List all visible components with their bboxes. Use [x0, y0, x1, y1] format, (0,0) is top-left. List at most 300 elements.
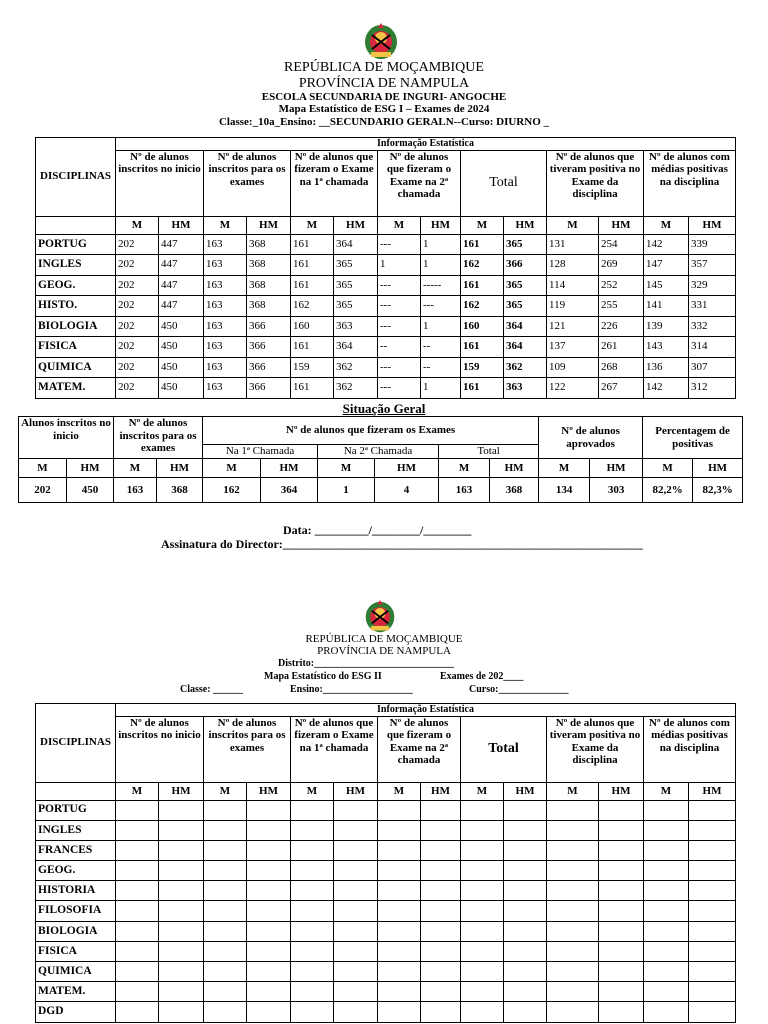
empty-cell[interactable]	[689, 881, 736, 901]
empty-cell[interactable]	[159, 921, 204, 941]
empty-cell[interactable]	[461, 962, 504, 982]
sub-m: M	[318, 459, 375, 478]
empty-cell[interactable]	[204, 820, 247, 840]
table-row	[36, 861, 736, 881]
sub-hm: HM	[67, 459, 114, 478]
empty-cell[interactable]	[204, 901, 247, 921]
discipline-name: QUIMICA	[36, 357, 116, 378]
empty-cell[interactable]	[599, 840, 644, 860]
empty-cell[interactable]	[116, 941, 159, 961]
ensino-field[interactable]: Ensino:__________________	[290, 684, 413, 695]
empty-cell[interactable]	[159, 962, 204, 982]
table-cell: 450	[159, 316, 204, 337]
empty-cell[interactable]	[159, 861, 204, 881]
table-cell: 162	[291, 296, 334, 317]
discipline-name: INGLES	[36, 820, 116, 840]
sub-empty	[36, 782, 116, 800]
table-cell: 362	[334, 378, 378, 399]
empty-cell[interactable]	[547, 982, 599, 1002]
empty-cell[interactable]	[378, 941, 421, 961]
empty-cell[interactable]	[461, 941, 504, 961]
empty-cell[interactable]	[421, 840, 461, 860]
col-medias-positivas: Nº de alunos com médias positivas na disciplina	[644, 150, 736, 216]
empty-cell[interactable]	[461, 820, 504, 840]
empty-cell[interactable]	[599, 861, 644, 881]
empty-cell[interactable]	[461, 901, 504, 921]
province-title-2: PROVÍNCIA DE NAMPULA	[317, 645, 451, 657]
empty-cell[interactable]	[689, 800, 736, 820]
table-cell: 161	[461, 234, 504, 255]
table-cell: 202	[116, 255, 159, 276]
discipline-name: QUIMICA	[36, 962, 116, 982]
table-cell: 362	[504, 357, 547, 378]
empty-cell[interactable]	[421, 820, 461, 840]
empty-cell[interactable]	[291, 921, 334, 941]
coat-of-arms-icon	[363, 599, 397, 635]
empty-cell[interactable]	[247, 921, 291, 941]
empty-cell[interactable]	[116, 840, 159, 860]
empty-cell[interactable]	[378, 982, 421, 1002]
sub-hm: HM	[334, 782, 378, 800]
empty-cell[interactable]	[421, 881, 461, 901]
empty-cell[interactable]	[378, 921, 421, 941]
table-cell: -----	[421, 275, 461, 296]
sub-m: M	[204, 782, 247, 800]
table-cell: 269	[599, 255, 644, 276]
empty-cell[interactable]	[689, 962, 736, 982]
empty-cell[interactable]	[689, 840, 736, 860]
empty-cell[interactable]	[247, 861, 291, 881]
empty-cell[interactable]	[334, 861, 378, 881]
empty-cell[interactable]	[116, 962, 159, 982]
empty-cell[interactable]	[644, 1002, 689, 1022]
empty-cell[interactable]	[504, 982, 547, 1002]
discipline-name: FISICA	[36, 941, 116, 961]
table-cell: 362	[334, 357, 378, 378]
discipline-name: MATEM.	[36, 982, 116, 1002]
empty-cell[interactable]	[116, 881, 159, 901]
col-1a-chamada-2: Nº de alunos que fizeram o Exame na 1ª chamada	[291, 716, 378, 782]
empty-cell[interactable]	[421, 921, 461, 941]
empty-cell[interactable]	[689, 820, 736, 840]
discipline-name: GEOG.	[36, 861, 116, 881]
table-row	[36, 316, 736, 337]
empty-cell[interactable]	[547, 901, 599, 921]
empty-cell[interactable]	[421, 982, 461, 1002]
empty-cell[interactable]	[547, 800, 599, 820]
empty-cell[interactable]	[291, 861, 334, 881]
table-cell: --	[421, 337, 461, 358]
table-cell: 364	[334, 337, 378, 358]
col-2a-chamada-2: Nº de alunos que fizeram o Exame na 2ª chamada	[378, 716, 461, 782]
table-cell: 163	[204, 275, 247, 296]
empty-cell[interactable]	[247, 901, 291, 921]
empty-cell[interactable]	[204, 941, 247, 961]
empty-cell[interactable]	[159, 840, 204, 860]
table-cell: 450	[159, 357, 204, 378]
empty-cell[interactable]	[547, 861, 599, 881]
empty-cell[interactable]	[689, 861, 736, 881]
empty-cell[interactable]	[159, 881, 204, 901]
empty-cell[interactable]	[334, 800, 378, 820]
empty-cell[interactable]	[334, 820, 378, 840]
table-cell: 268	[599, 357, 644, 378]
sub-m: M	[378, 782, 421, 800]
empty-cell[interactable]	[159, 941, 204, 961]
empty-cell[interactable]	[599, 820, 644, 840]
sub-m: M	[116, 216, 159, 234]
empty-cell[interactable]	[334, 962, 378, 982]
table-cell: 450	[159, 337, 204, 358]
empty-cell[interactable]	[378, 1002, 421, 1022]
table-cell: 163	[204, 357, 247, 378]
empty-cell[interactable]	[547, 881, 599, 901]
empty-cell[interactable]	[504, 921, 547, 941]
table-cell: 261	[599, 337, 644, 358]
table-cell: 314	[689, 337, 736, 358]
empty-cell[interactable]	[204, 800, 247, 820]
table-cell: 364	[504, 316, 547, 337]
empty-cell[interactable]	[334, 921, 378, 941]
empty-cell[interactable]	[204, 861, 247, 881]
empty-cell[interactable]	[247, 962, 291, 982]
empty-cell[interactable]	[159, 901, 204, 921]
sub-m: M	[547, 782, 599, 800]
empty-cell[interactable]	[247, 840, 291, 860]
empty-cell[interactable]	[644, 962, 689, 982]
empty-cell[interactable]	[378, 881, 421, 901]
empty-cell[interactable]	[461, 982, 504, 1002]
empty-cell[interactable]	[599, 941, 644, 961]
empty-cell[interactable]	[547, 840, 599, 860]
sub-m: M	[547, 216, 599, 234]
table-cell: --	[421, 357, 461, 378]
table-cell: 161	[461, 378, 504, 399]
summary-value: 82,2%	[643, 478, 693, 503]
empty-cell[interactable]	[378, 962, 421, 982]
summary-value: 303	[590, 478, 643, 503]
empty-cell[interactable]	[116, 820, 159, 840]
discipline-name: PORTUG	[36, 800, 116, 820]
empty-cell[interactable]	[116, 921, 159, 941]
table-cell: 332	[689, 316, 736, 337]
sub-m: M	[643, 459, 693, 478]
table-cell: 160	[291, 316, 334, 337]
table-cell: 1	[421, 378, 461, 399]
table-cell: 161	[291, 337, 334, 358]
empty-cell[interactable]	[204, 921, 247, 941]
table-cell: 142	[644, 378, 689, 399]
empty-cell[interactable]	[421, 962, 461, 982]
table-cell: 368	[247, 275, 291, 296]
table-cell: 365	[334, 296, 378, 317]
empty-cell[interactable]	[599, 881, 644, 901]
table-cell: 202	[116, 296, 159, 317]
table-row	[36, 962, 736, 982]
empty-cell[interactable]	[334, 941, 378, 961]
sub-m: M	[644, 782, 689, 800]
sub-m: M	[114, 459, 157, 478]
table-cell: 366	[247, 337, 291, 358]
empty-cell[interactable]	[159, 820, 204, 840]
empty-cell[interactable]	[599, 962, 644, 982]
empty-cell[interactable]	[547, 921, 599, 941]
empty-cell[interactable]	[291, 982, 334, 1002]
table-cell: 368	[247, 234, 291, 255]
summary-value: 163	[439, 478, 490, 503]
empty-cell[interactable]	[247, 881, 291, 901]
empty-cell[interactable]	[689, 921, 736, 941]
empty-cell[interactable]	[204, 840, 247, 860]
empty-cell[interactable]	[504, 800, 547, 820]
empty-cell[interactable]	[247, 800, 291, 820]
summary-value: 1	[318, 478, 375, 503]
sub-hm: HM	[689, 782, 736, 800]
empty-cell[interactable]	[504, 861, 547, 881]
table-cell: 159	[461, 357, 504, 378]
empty-cell[interactable]	[461, 921, 504, 941]
table-cell: 202	[116, 378, 159, 399]
table-cell: 163	[204, 296, 247, 317]
table-cell: 447	[159, 234, 204, 255]
sub-hm: HM	[689, 216, 736, 234]
table-cell: 366	[247, 316, 291, 337]
table-cell: 163	[204, 234, 247, 255]
table-cell: 226	[599, 316, 644, 337]
empty-cell[interactable]	[421, 901, 461, 921]
empty-cell[interactable]	[334, 982, 378, 1002]
empty-cell[interactable]	[159, 1002, 204, 1022]
table-row	[36, 275, 736, 296]
empty-cell[interactable]	[116, 901, 159, 921]
table-cell: 252	[599, 275, 644, 296]
table-cell: 160	[461, 316, 504, 337]
empty-cell[interactable]	[599, 800, 644, 820]
empty-cell[interactable]	[461, 800, 504, 820]
table-row	[36, 901, 736, 921]
empty-cell[interactable]	[461, 840, 504, 860]
empty-cell[interactable]	[504, 962, 547, 982]
table-cell: 202	[116, 337, 159, 358]
empty-cell[interactable]	[116, 1002, 159, 1022]
table-cell: 267	[599, 378, 644, 399]
empty-cell[interactable]	[159, 800, 204, 820]
empty-cell[interactable]	[116, 800, 159, 820]
empty-cell[interactable]	[599, 921, 644, 941]
table-cell: --	[378, 337, 421, 358]
empty-cell[interactable]	[159, 982, 204, 1002]
table-cell: 131	[547, 234, 599, 255]
discipline-name: HISTORIA	[36, 881, 116, 901]
table-cell: 163	[204, 255, 247, 276]
empty-cell[interactable]	[644, 881, 689, 901]
empty-cell[interactable]	[644, 840, 689, 860]
empty-cell[interactable]	[378, 800, 421, 820]
table-cell: 143	[644, 337, 689, 358]
sub-hm: HM	[421, 216, 461, 234]
empty-cell[interactable]	[547, 962, 599, 982]
discipline-name: BIOLOGIA	[36, 921, 116, 941]
sum-percentagem: Percentagem de positivas	[643, 417, 743, 459]
empty-cell[interactable]	[378, 840, 421, 860]
empty-cell[interactable]	[116, 982, 159, 1002]
empty-cell[interactable]	[291, 941, 334, 961]
col-total-2: Total	[461, 716, 547, 782]
empty-cell[interactable]	[504, 881, 547, 901]
table-cell: 202	[116, 316, 159, 337]
empty-cell[interactable]	[291, 840, 334, 860]
table-cell: 137	[547, 337, 599, 358]
col-inscritos-inicio-2: Nº de alunos inscritos no inicio	[116, 716, 204, 782]
district-line: Distrito:____________________________	[278, 658, 455, 669]
table-row	[36, 800, 736, 820]
empty-cell[interactable]	[689, 982, 736, 1002]
class-line: Classe:_10a_Ensino: __SECUNDARIO GERALN--Curso: DIURNO _	[218, 116, 550, 128]
empty-cell[interactable]	[504, 820, 547, 840]
sub-hm: HM	[490, 459, 539, 478]
empty-cell[interactable]	[644, 982, 689, 1002]
table-cell: 447	[159, 275, 204, 296]
sub-hm: HM	[375, 459, 439, 478]
table-cell: 139	[644, 316, 689, 337]
table-cell: 161	[291, 378, 334, 399]
empty-cell[interactable]	[247, 982, 291, 1002]
empty-cell[interactable]	[644, 901, 689, 921]
empty-cell[interactable]	[247, 1002, 291, 1022]
empty-cell[interactable]	[421, 800, 461, 820]
empty-cell[interactable]	[599, 901, 644, 921]
table-cell: 161	[461, 337, 504, 358]
empty-cell[interactable]	[461, 1002, 504, 1022]
empty-cell[interactable]	[334, 881, 378, 901]
empty-cell[interactable]	[689, 901, 736, 921]
sum-2a-chamada: Na 2ª Chamada	[318, 445, 439, 459]
map-title: Mapa Estatístico de ESG I – Exames de 2024	[278, 103, 490, 115]
empty-cell[interactable]	[504, 901, 547, 921]
table-cell: 202	[116, 357, 159, 378]
empty-cell[interactable]	[421, 941, 461, 961]
empty-cell[interactable]	[334, 840, 378, 860]
empty-cell[interactable]	[504, 840, 547, 860]
empty-cell[interactable]	[547, 941, 599, 961]
empty-cell[interactable]	[689, 941, 736, 961]
table-row	[36, 881, 736, 901]
empty-cell[interactable]	[421, 861, 461, 881]
table-cell: 339	[689, 234, 736, 255]
situacao-title: Situação Geral	[342, 401, 426, 416]
empty-cell[interactable]	[644, 941, 689, 961]
empty-cell[interactable]	[644, 820, 689, 840]
info-header: Informação Estatística	[116, 138, 736, 151]
table-cell: 357	[689, 255, 736, 276]
sub-m: M	[204, 216, 247, 234]
empty-cell[interactable]	[291, 820, 334, 840]
sub-m: M	[644, 216, 689, 234]
summary-value: 364	[261, 478, 318, 503]
empty-cell[interactable]	[378, 861, 421, 881]
sub-m: M	[461, 782, 504, 800]
empty-cell[interactable]	[599, 982, 644, 1002]
table-cell: 121	[547, 316, 599, 337]
empty-cell[interactable]	[291, 881, 334, 901]
table-row	[36, 296, 736, 317]
empty-cell[interactable]	[204, 881, 247, 901]
empty-cell[interactable]	[247, 820, 291, 840]
empty-cell[interactable]	[247, 941, 291, 961]
empty-cell[interactable]	[204, 962, 247, 982]
curso-field[interactable]: Curso:______________	[469, 684, 569, 695]
empty-cell[interactable]	[504, 941, 547, 961]
table-cell: 255	[599, 296, 644, 317]
empty-cell[interactable]	[378, 901, 421, 921]
sub-hm: HM	[693, 459, 743, 478]
table-row	[36, 357, 736, 378]
empty-cell[interactable]	[504, 1002, 547, 1022]
table-cell: ---	[378, 357, 421, 378]
sub-m: M	[378, 216, 421, 234]
empty-cell[interactable]	[547, 1002, 599, 1022]
sub-hm: HM	[159, 216, 204, 234]
empty-cell[interactable]	[291, 901, 334, 921]
sub-hm: HM	[504, 782, 547, 800]
disciplines-header: DISCIPLINAS	[36, 138, 116, 217]
statistics-table-2	[35, 703, 736, 1023]
table-cell: 363	[334, 316, 378, 337]
empty-cell[interactable]	[644, 800, 689, 820]
empty-cell[interactable]	[334, 1002, 378, 1022]
empty-cell[interactable]	[461, 881, 504, 901]
signature-line: Assinatura do Director:____________________________________________________________	[161, 537, 643, 551]
table-cell: 366	[504, 255, 547, 276]
empty-cell[interactable]	[644, 861, 689, 881]
empty-cell[interactable]	[116, 861, 159, 881]
empty-cell[interactable]	[689, 1002, 736, 1022]
table-cell: 128	[547, 255, 599, 276]
col-inscritos-inicio: Nº de alunos inscritos no inicio	[116, 150, 204, 216]
table-cell: 1	[378, 255, 421, 276]
summary-value: 4	[375, 478, 439, 503]
empty-cell[interactable]	[334, 901, 378, 921]
table-cell: 447	[159, 296, 204, 317]
sub-hm: HM	[157, 459, 203, 478]
empty-cell[interactable]	[461, 861, 504, 881]
empty-cell[interactable]	[291, 1002, 334, 1022]
empty-cell[interactable]	[378, 820, 421, 840]
sub-m: M	[461, 216, 504, 234]
empty-cell[interactable]	[599, 1002, 644, 1022]
empty-cell[interactable]	[204, 982, 247, 1002]
classe-field[interactable]: Classe: ______	[180, 684, 244, 695]
discipline-name: INGLES	[36, 255, 116, 276]
table-row	[36, 1002, 736, 1022]
empty-cell[interactable]	[547, 820, 599, 840]
empty-cell[interactable]	[421, 1002, 461, 1022]
empty-cell[interactable]	[644, 921, 689, 941]
sub-hm: HM	[421, 782, 461, 800]
empty-cell[interactable]	[291, 800, 334, 820]
table-cell: 365	[334, 255, 378, 276]
table-cell: 1	[421, 255, 461, 276]
empty-cell[interactable]	[204, 1002, 247, 1022]
empty-cell[interactable]	[291, 962, 334, 982]
table-cell: 159	[291, 357, 334, 378]
table-cell: 163	[204, 316, 247, 337]
table-cell: ---	[421, 296, 461, 317]
sum-fizeram: Nº de alunos que fizeram os Exames	[203, 417, 539, 445]
table-cell: 312	[689, 378, 736, 399]
discipline-name: BIOLOGIA	[36, 316, 116, 337]
sub-hm: HM	[599, 782, 644, 800]
